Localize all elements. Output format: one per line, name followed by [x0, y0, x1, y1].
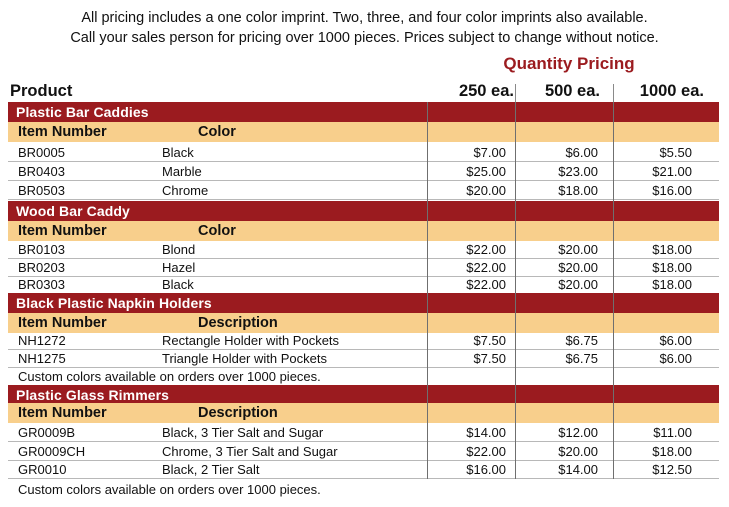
- qty-500-header: 500 ea.: [544, 82, 600, 100]
- column-divider: [427, 102, 428, 479]
- price-250: $22.00: [466, 260, 506, 275]
- price-250: $7.50: [473, 351, 506, 366]
- price-250: $22.00: [466, 277, 506, 292]
- price-1000: $6.00: [659, 351, 692, 366]
- custom-colors-note: Custom colors available on orders over 1000 pieces.: [18, 369, 321, 384]
- price-1000: $18.00: [652, 242, 692, 257]
- item-desc: Black, 2 Tier Salt: [162, 462, 260, 477]
- section-title: Plastic Bar Caddies: [16, 104, 149, 120]
- qty-250-header: 250 ea.: [458, 82, 514, 100]
- price-500: $6.00: [565, 145, 598, 160]
- price-250: $14.00: [466, 425, 506, 440]
- price-250: $16.00: [466, 462, 506, 477]
- item-code: BR0005: [18, 145, 65, 160]
- color-header: Color: [198, 223, 236, 239]
- price-1000: $12.50: [652, 462, 692, 477]
- item-desc: Blond: [162, 242, 196, 257]
- price-500: $14.00: [558, 462, 598, 477]
- price-500: $12.00: [558, 425, 598, 440]
- price-1000: $11.00: [653, 425, 692, 440]
- item-desc: Chrome: [162, 183, 209, 198]
- section-title: Plastic Glass Rimmers: [16, 387, 170, 403]
- item-code: BR0403: [18, 164, 65, 179]
- price-250: $25.00: [466, 164, 506, 179]
- item-code: GR0009CH: [18, 444, 86, 459]
- header-divider: [515, 84, 516, 102]
- item-code: BR0503: [18, 183, 65, 198]
- header-divider: [613, 84, 614, 102]
- intro-line-2: Call your sales person for pricing over 1000 pieces. Prices subject to change without notice.: [70, 30, 659, 46]
- column-divider: [613, 102, 614, 479]
- item-desc: Black, 3 Tier Salt and Sugar: [162, 425, 324, 440]
- item-code: BR0303: [18, 277, 65, 292]
- price-500: $18.00: [558, 183, 598, 198]
- price-1000: $21.00: [652, 164, 692, 179]
- item-code: NH1272: [18, 333, 66, 348]
- intro-line-1: All pricing includes a one color imprint. Two, three, and four color imprints also available.: [81, 10, 648, 26]
- item-desc: Black: [162, 277, 194, 292]
- item-desc: Marble: [162, 164, 202, 179]
- price-500: $20.00: [558, 242, 598, 257]
- item-code: GR0010: [18, 462, 67, 477]
- product-column-header: Product: [10, 82, 73, 100]
- price-500: $6.75: [565, 333, 598, 348]
- price-1000: $6.00: [659, 333, 692, 348]
- item-desc: Triangle Holder with Pockets: [162, 351, 327, 366]
- price-1000: $18.00: [652, 260, 692, 275]
- item-code: GR0009B: [18, 425, 76, 440]
- item-code: NH1275: [18, 351, 66, 366]
- price-1000: $16.00: [652, 183, 692, 198]
- color-header: Color: [198, 124, 236, 140]
- price-500: $20.00: [558, 260, 598, 275]
- price-250: $22.00: [466, 242, 506, 257]
- price-250: $20.00: [466, 183, 506, 198]
- item-number-header: Item Number: [18, 223, 107, 239]
- section-title: Wood Bar Caddy: [16, 203, 130, 219]
- section-title: Black Plastic Napkin Holders: [16, 295, 212, 311]
- custom-colors-note: Custom colors available on orders over 1000 pieces.: [18, 482, 321, 497]
- item-number-header: Item Number: [18, 315, 107, 331]
- price-1000: $18.00: [652, 444, 692, 459]
- price-500: $20.00: [558, 444, 598, 459]
- qty-1000-header: 1000 ea.: [639, 82, 704, 100]
- price-250: $22.00: [466, 444, 506, 459]
- price-1000: $5.50: [659, 145, 692, 160]
- price-250: $7.50: [473, 333, 506, 348]
- item-desc: Rectangle Holder with Pockets: [162, 333, 340, 348]
- item-desc: Chrome, 3 Tier Salt and Sugar: [162, 444, 338, 459]
- price-500: $6.75: [565, 351, 598, 366]
- column-divider: [515, 102, 516, 479]
- item-number-header: Item Number: [18, 124, 107, 140]
- item-code: BR0103: [18, 242, 65, 257]
- price-250: $7.00: [473, 145, 506, 160]
- description-header: Description: [198, 315, 278, 331]
- price-1000: $18.00: [652, 277, 692, 292]
- item-number-header: Item Number: [18, 405, 107, 421]
- price-500: $23.00: [558, 164, 598, 179]
- price-500: $20.00: [558, 277, 598, 292]
- description-header: Description: [198, 405, 278, 421]
- item-desc: Hazel: [162, 260, 196, 275]
- item-code: BR0203: [18, 260, 65, 275]
- quantity-pricing-label: Quantity Pricing: [503, 54, 635, 73]
- item-desc: Black: [162, 145, 194, 160]
